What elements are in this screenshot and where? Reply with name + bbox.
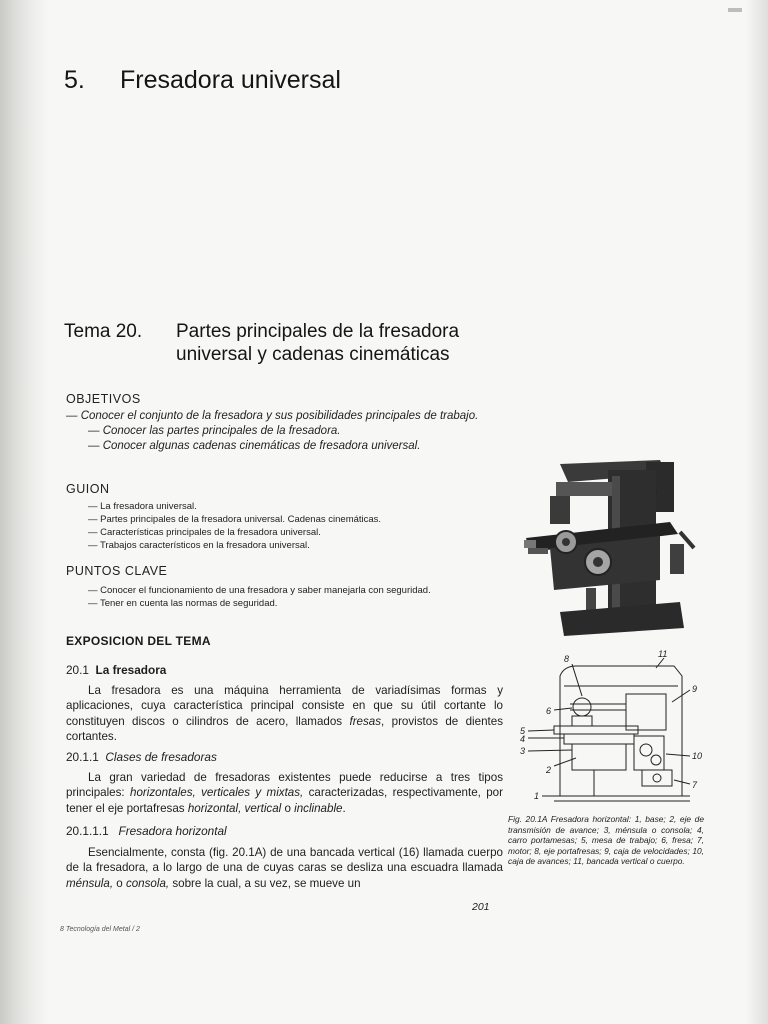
puntos-clave-list <box>66 584 431 610</box>
puntos-clave-item: — Conocer el funcionamiento de una fresadora y saber manejarla con seguridad. <box>88 585 431 596</box>
diagram-label: 2 <box>546 765 552 775</box>
section-number: 20.1.1 <box>66 750 99 764</box>
diagram-label: 4 <box>520 734 526 744</box>
corner-mark <box>728 8 742 12</box>
binding-shadow <box>0 0 48 1024</box>
diagram-label: 11 <box>658 649 668 659</box>
emphasis: consola, <box>125 876 170 890</box>
puntos-clave-heading: PUNTOS CLAVE <box>66 564 168 578</box>
section-20-1-heading <box>66 663 166 677</box>
diagram-label: 7 <box>692 780 698 790</box>
page-number: 201 <box>472 901 490 913</box>
section-20-1-body <box>66 683 503 745</box>
milling-machine-photo <box>520 452 700 642</box>
objetivos-item: — Conocer el conjunto de la fresadora y sus posibilidades principales de trabajo. <box>66 410 479 422</box>
chapter-title-text: Fresadora universal <box>120 66 341 94</box>
guion-item: — Trabajos característicos en la fresadora universal. <box>88 540 310 551</box>
emphasis: fresas <box>349 714 382 728</box>
section-number: 20.1 <box>66 663 89 677</box>
section-title: Fresadora horizontal <box>118 824 227 838</box>
guion-item: — La fresadora universal. <box>88 501 197 512</box>
diagram-label: 9 <box>692 684 698 694</box>
diagram-label: 5 <box>520 726 526 736</box>
paragraph <box>66 845 503 891</box>
emphasis: horizontal, vertical <box>187 801 282 815</box>
emphasis: inclinable <box>294 801 343 815</box>
text-run: caracterizadas, respectivamente, por tener el eje portafresas <box>66 786 503 815</box>
text-run: o <box>281 801 295 815</box>
milling-machine-diagram <box>514 646 710 806</box>
objetivos-heading: OBJETIVOS <box>66 392 141 406</box>
text-run: sobre la cual, a su vez, se mueve un <box>169 876 361 890</box>
text-run: o <box>113 876 126 890</box>
guion-item: — Características principales de la fresadora universal. <box>88 527 321 538</box>
text-run: , provistos de dientes cortantes. <box>66 714 503 744</box>
section-title: La fresadora <box>95 663 167 677</box>
diagram-label: 1 <box>534 791 540 801</box>
objetivos-item: — Conocer las partes principales de la fresadora. <box>88 425 341 437</box>
tema-title: Partes principales de la fresadora universal y cadenas cinemáticas <box>176 321 460 365</box>
paragraph <box>66 683 503 745</box>
diagram-label: 3 <box>520 746 526 756</box>
text-run: La fresadora es una máquina herramienta de variadísimas formas y aplicaciones, cuya característica principal consiste en que su útil cortante lo constituyen discos o cilindros de acero, llamados <box>66 684 503 728</box>
text-run: Esencialmente, consta (fig. 20.1A) de una bancada vertical (16) llamada cuerpo de la fresadora, a lo largo de una de cuyas caras se desliza una escuadra llamada <box>66 846 503 875</box>
objetivos-item: — Conocer algunas cadenas cinemáticas de fresadora universal. <box>88 440 421 452</box>
section-20-1-1-1-heading <box>66 824 227 838</box>
objetivos-list <box>66 409 506 454</box>
chapter-title <box>64 66 341 95</box>
text-run: La gran variedad de fresadoras existentes puede reducirse a tres tipos principales: <box>66 771 503 800</box>
section-20-1-1-1-body <box>66 845 503 891</box>
diagram-label: 8 <box>564 654 570 664</box>
guion-list <box>66 500 381 552</box>
puntos-clave-item: — Tener en cuenta las normas de seguridad. <box>88 598 278 609</box>
figure-caption: Fig. 20.1A Fresadora horizontal: 1, base; 2, eje de transmisión de avance; 3, ménsula o consola; 4, carro portamesas; 5, mesa de trabajo; 6, fresa; 7, motor; 8, eje portafresas; 9, caja de velocidades; 10, caja de avances; 11, bancada vertical o cuerpo. <box>508 814 704 867</box>
emphasis: horizontales, verticales y mixtas, <box>130 786 304 800</box>
diagram-label: 6 <box>546 706 552 716</box>
section-number: 20.1.1.1 <box>66 824 109 838</box>
page-edge-shadow <box>746 0 768 1024</box>
guion-heading: GUION <box>66 482 110 496</box>
running-footer: 8 Tecnología del Metal / 2 <box>60 926 140 933</box>
chapter-number: 5. <box>64 66 85 94</box>
paragraph <box>66 770 503 816</box>
tema-heading <box>64 320 544 370</box>
text-run: . <box>342 801 346 815</box>
tema-number: Tema 20. <box>64 321 143 342</box>
exposicion-heading: EXPOSICION DEL TEMA <box>66 634 211 648</box>
section-title: Clases de fresadoras <box>105 750 217 764</box>
section-20-1-1-body <box>66 770 503 816</box>
emphasis: ménsula, <box>66 876 114 890</box>
guion-item: — Partes principales de la fresadora universal. Cadenas cinemáticas. <box>88 514 382 525</box>
section-20-1-1-heading <box>66 750 217 764</box>
diagram-label: 10 <box>692 751 703 761</box>
